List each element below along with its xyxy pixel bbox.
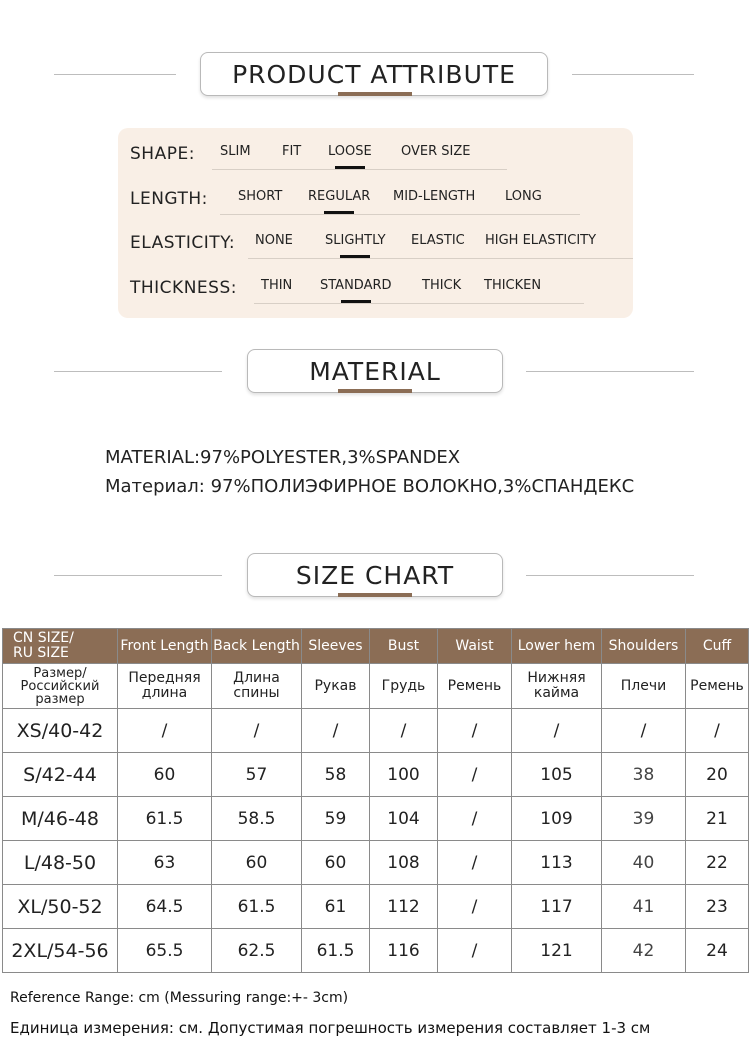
table-cell: 22 — [686, 841, 749, 885]
table-cell: / — [686, 709, 749, 753]
attr-options — [212, 139, 507, 170]
accent-bar — [338, 593, 412, 597]
attr-label: THICKNESS: — [130, 278, 237, 298]
table-cell: / — [438, 753, 512, 797]
section-title: MATERIAL — [247, 349, 503, 393]
divider-right — [526, 575, 694, 576]
table-cell: 39 — [602, 797, 686, 841]
size-cell: L/48-50 — [3, 841, 118, 885]
table-cell: 59 — [302, 797, 370, 841]
table-cell: 100 — [370, 753, 438, 797]
attr-row-thickness — [130, 273, 542, 303]
option-standard-selected: STANDARD — [320, 278, 392, 293]
divider-right — [526, 371, 694, 372]
table-cell: 60 — [302, 841, 370, 885]
table-cell: 117 — [512, 885, 602, 929]
table-cell: 61 — [302, 885, 370, 929]
option-slightly-selected: SLIGHTLY — [325, 233, 386, 248]
table-cell: 20 — [686, 753, 749, 797]
header-cell: Shoulders — [602, 629, 686, 664]
material-en — [105, 447, 460, 468]
option-elastic: ELASTIC — [411, 233, 465, 248]
table-cell: 112 — [370, 885, 438, 929]
section-title: SIZE CHART — [247, 553, 503, 597]
option-fit: FIT — [282, 144, 302, 159]
table-cell: / — [602, 709, 686, 753]
table-cell: 60 — [118, 753, 212, 797]
table-row — [3, 753, 749, 797]
attr-label: ELASTICITY: — [130, 233, 236, 253]
option-thicken: THICKEN — [484, 278, 542, 293]
divider-left — [54, 371, 222, 372]
table-cell: 109 — [512, 797, 602, 841]
table-cell: 65.5 — [118, 929, 212, 973]
attr-options — [248, 228, 633, 259]
table-cell: / — [370, 709, 438, 753]
table-cell: 42 — [602, 929, 686, 973]
header-cell: Передняя длина — [118, 664, 212, 709]
table-cell: 40 — [602, 841, 686, 885]
option-short: SHORT — [238, 189, 283, 204]
header-cell: Lower hem — [512, 629, 602, 664]
header-cell: Размер/ Российский размер — [3, 664, 118, 709]
table-cell: / — [438, 929, 512, 973]
header-cell: Front Length — [118, 629, 212, 664]
table-cell: / — [438, 885, 512, 929]
header-cell: CN SIZE/ RU SIZE — [3, 629, 118, 664]
attr-label: SHAPE: — [130, 144, 195, 164]
table-cell: 113 — [512, 841, 602, 885]
footer-note-en: Reference Range: cm (Messuring range:+- 3cm) — [10, 990, 349, 1006]
header-cell: Ремень — [438, 664, 512, 709]
option-thick: THICK — [422, 278, 462, 293]
option-thin: THIN — [261, 278, 293, 293]
attr-label: LENGTH: — [130, 189, 208, 209]
material-en-value: 97%POLYESTER,3%SPANDEX — [200, 447, 461, 468]
header-cell: Плечи — [602, 664, 686, 709]
table-row — [3, 929, 749, 973]
attribute-panel — [118, 128, 633, 318]
option-slim: SLIM — [220, 144, 251, 159]
divider-left — [54, 575, 222, 576]
table-cell: 64.5 — [118, 885, 212, 929]
table-row — [3, 841, 749, 885]
table-cell: 63 — [118, 841, 212, 885]
table-cell: 61.5 — [302, 929, 370, 973]
table-cell: 104 — [370, 797, 438, 841]
table-cell: 21 — [686, 797, 749, 841]
table-cell: 116 — [370, 929, 438, 973]
divider-right — [572, 74, 694, 75]
size-cell: 2XL/54-56 — [3, 929, 118, 973]
size-cell: S/42-44 — [3, 753, 118, 797]
size-table — [2, 628, 749, 973]
table-cell: 121 — [512, 929, 602, 973]
table-cell: / — [302, 709, 370, 753]
product-attribute-header — [0, 52, 750, 102]
attr-row-elasticity — [130, 228, 597, 258]
option-over-size: OVER SIZE — [401, 144, 471, 159]
table-cell: 41 — [602, 885, 686, 929]
table-cell: 58 — [302, 753, 370, 797]
header-cell: Bust — [370, 629, 438, 664]
header-cell: Ремень — [686, 664, 749, 709]
section-title: PRODUCT ATTRIBUTE — [200, 52, 548, 96]
accent-bar — [338, 389, 412, 393]
table-cell: 23 — [686, 885, 749, 929]
attr-options — [220, 184, 580, 215]
header-cell: Длина спины — [212, 664, 302, 709]
table-row — [3, 797, 749, 841]
table-cell: / — [438, 709, 512, 753]
option-high-elasticity: HIGH ELASTICITY — [485, 233, 597, 248]
option-regular-selected: REGULAR — [308, 189, 371, 204]
table-row — [3, 885, 749, 929]
material-ru-value: 97%ПОЛИЭФИРНОЕ ВОЛОКНО,3%СПАНДЕКС — [210, 476, 635, 497]
table-cell: 61.5 — [212, 885, 302, 929]
table-cell: 105 — [512, 753, 602, 797]
size-cell: M/46-48 — [3, 797, 118, 841]
material-en-label: MATERIAL: — [105, 447, 201, 468]
table-cell: / — [212, 709, 302, 753]
table-cell: 57 — [212, 753, 302, 797]
table-cell: 60 — [212, 841, 302, 885]
option-mid-length: MID-LENGTH — [393, 189, 476, 204]
header-cell: Waist — [438, 629, 512, 664]
attr-row-length — [130, 184, 542, 214]
header-cell: Грудь — [370, 664, 438, 709]
divider-left — [54, 74, 176, 75]
table-cell: / — [438, 841, 512, 885]
material-ru-label: Материал: — [105, 476, 205, 497]
option-long: LONG — [505, 189, 542, 204]
header-cell: Cuff — [686, 629, 749, 664]
table-cell: 58.5 — [212, 797, 302, 841]
size-chart-header — [0, 553, 750, 603]
table-cell: / — [438, 797, 512, 841]
table-cell: / — [118, 709, 212, 753]
attr-row-shape — [130, 139, 471, 169]
header-row-en — [3, 629, 749, 664]
option-loose-selected: LOOSE — [328, 144, 372, 159]
header-cell: Sleeves — [302, 629, 370, 664]
table-cell: / — [512, 709, 602, 753]
table-row — [3, 709, 749, 753]
header-cell: Back Length — [212, 629, 302, 664]
header-row-ru — [3, 664, 749, 709]
table-cell: 38 — [602, 753, 686, 797]
size-cell: XL/50-52 — [3, 885, 118, 929]
table-cell: 108 — [370, 841, 438, 885]
table-cell: 62.5 — [212, 929, 302, 973]
accent-bar — [338, 92, 412, 96]
footer-note-ru: Единица измерения: см. Допустимая погрешность измерения составляет 1-3 см — [10, 1019, 651, 1037]
material-header — [0, 349, 750, 399]
option-none: NONE — [255, 233, 293, 248]
table-cell: 24 — [686, 929, 749, 973]
size-cell: XS/40-42 — [3, 709, 118, 753]
material-ru — [105, 476, 634, 497]
attr-options — [254, 273, 584, 304]
table-cell: 61.5 — [118, 797, 212, 841]
header-cell: Нижняя кайма — [512, 664, 602, 709]
header-cell: Рукав — [302, 664, 370, 709]
